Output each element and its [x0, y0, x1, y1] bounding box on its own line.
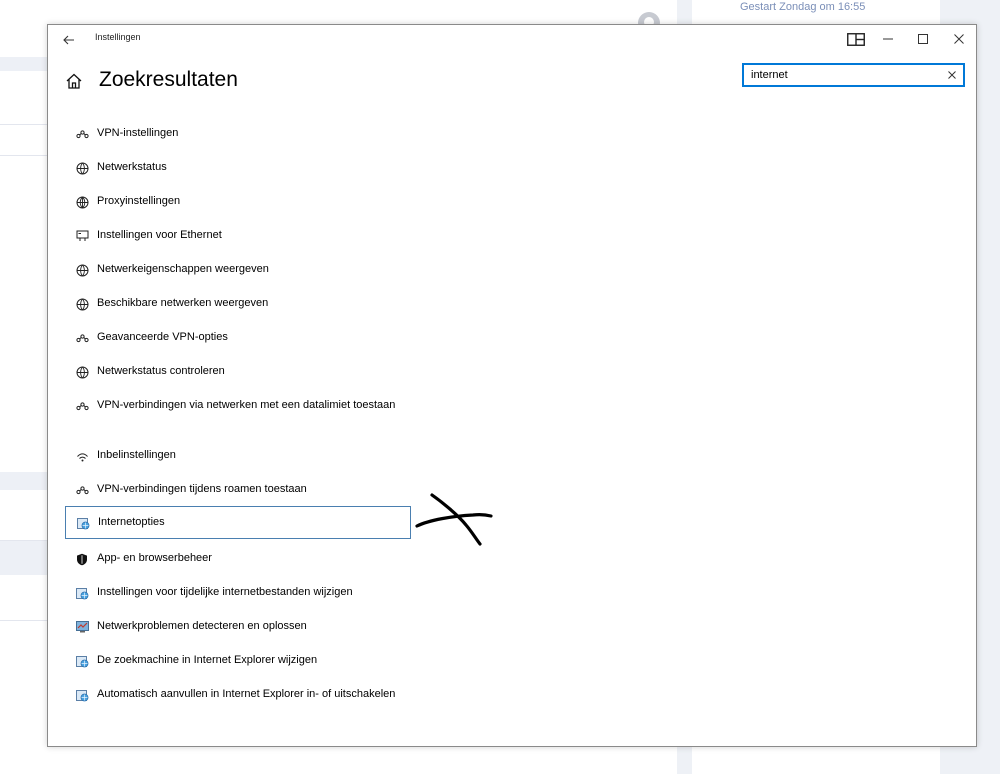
result-internetopties[interactable] — [65, 506, 411, 539]
result-geavanceerde-vpn-opties[interactable] — [65, 326, 411, 350]
result-label: Automatisch aanvullen in Internet Explorer in- of uitschakelen — [97, 688, 396, 700]
result-label: De zoekmachine in Internet Explorer wijzigen — [97, 654, 318, 666]
shield-icon — [75, 552, 89, 566]
network-globe-icon — [75, 297, 89, 311]
search-box[interactable] — [742, 63, 965, 87]
network-globe-icon — [75, 263, 89, 277]
result-inbelinstellingen[interactable] — [65, 444, 411, 468]
result-label: Netwerkstatus controleren — [97, 365, 225, 377]
result-netwerkeigenschappen[interactable] — [65, 258, 411, 282]
result-label: Inbelinstellingen — [97, 449, 176, 461]
result-label: VPN-instellingen — [97, 127, 179, 139]
page-title: Zoekresultaten — [99, 68, 238, 91]
handdrawn-cross-annotation — [415, 492, 493, 547]
result-app-browserbeheer[interactable] — [65, 547, 411, 571]
result-netwerkstatus[interactable] — [65, 156, 411, 180]
back-button[interactable] — [57, 28, 81, 52]
window-title: Instellingen — [95, 32, 141, 42]
settings-window — [47, 24, 977, 747]
ethernet-icon — [75, 229, 89, 243]
clear-search-button[interactable] — [945, 68, 959, 82]
result-label: Netwerkstatus — [97, 161, 167, 173]
arrow-left-icon — [63, 35, 75, 45]
result-label: Netwerkproblemen detecteren en oplossen — [97, 620, 307, 632]
result-instellingen-ethernet[interactable] — [65, 224, 411, 248]
minimize-icon — [883, 34, 893, 44]
vpn-icon — [75, 127, 89, 141]
vpn-icon — [75, 483, 89, 497]
internet-options-icon — [75, 654, 89, 668]
snap-layout-button[interactable] — [844, 28, 868, 50]
result-label: Geavanceerde VPN-opties — [97, 331, 228, 343]
result-label: Beschikbare netwerken weergeven — [97, 297, 269, 309]
troubleshoot-icon — [75, 620, 89, 634]
result-label: Internetopties — [98, 516, 165, 528]
home-icon[interactable] — [65, 72, 83, 90]
result-proxyinstellingen[interactable] — [65, 190, 411, 214]
result-vpn-instellingen[interactable] — [65, 122, 411, 146]
result-beschikbare-netwerken[interactable] — [65, 292, 411, 316]
result-label: App- en browserbeheer — [97, 552, 212, 564]
snap-layout-icon — [847, 33, 865, 46]
close-button[interactable] — [947, 28, 971, 50]
result-netwerkproblemen[interactable] — [65, 615, 411, 639]
background-status-text: Gestart Zondag om 16:55 — [740, 1, 866, 13]
internet-options-icon — [75, 688, 89, 702]
dialup-icon — [75, 449, 89, 463]
result-tijdelijke-internetbestanden[interactable] — [65, 581, 411, 605]
network-globe-icon — [75, 161, 89, 175]
close-icon — [948, 71, 956, 79]
globe-icon — [75, 195, 89, 209]
result-zoekmachine-ie[interactable] — [65, 649, 411, 673]
search-input[interactable] — [751, 67, 936, 83]
vpn-icon — [75, 331, 89, 345]
result-label: Instellingen voor tijdelijke internetbestanden wijzigen — [97, 586, 353, 598]
result-label: Proxyinstellingen — [97, 195, 181, 207]
result-netwerkstatus-controleren[interactable] — [65, 360, 411, 384]
close-icon — [954, 34, 964, 44]
result-label: VPN-verbindingen via netwerken met een datalimiet toestaan — [97, 399, 396, 411]
vpn-icon — [75, 399, 89, 413]
maximize-icon — [918, 34, 928, 44]
result-vpn-roamen[interactable] — [65, 478, 411, 502]
internet-options-icon — [75, 586, 89, 600]
network-globe-icon — [75, 365, 89, 379]
maximize-button[interactable] — [911, 28, 935, 50]
internet-options-icon — [76, 516, 90, 530]
result-label: VPN-verbindingen tijdens roamen toestaan — [97, 483, 307, 495]
minimize-button[interactable] — [876, 28, 900, 50]
search-results-list — [48, 25, 976, 746]
result-label: Instellingen voor Ethernet — [97, 229, 222, 241]
result-automatisch-aanvullen-ie[interactable] — [65, 683, 411, 707]
result-label: Netwerkeigenschappen weergeven — [97, 263, 269, 275]
result-vpn-datalimiet[interactable] — [65, 394, 411, 418]
